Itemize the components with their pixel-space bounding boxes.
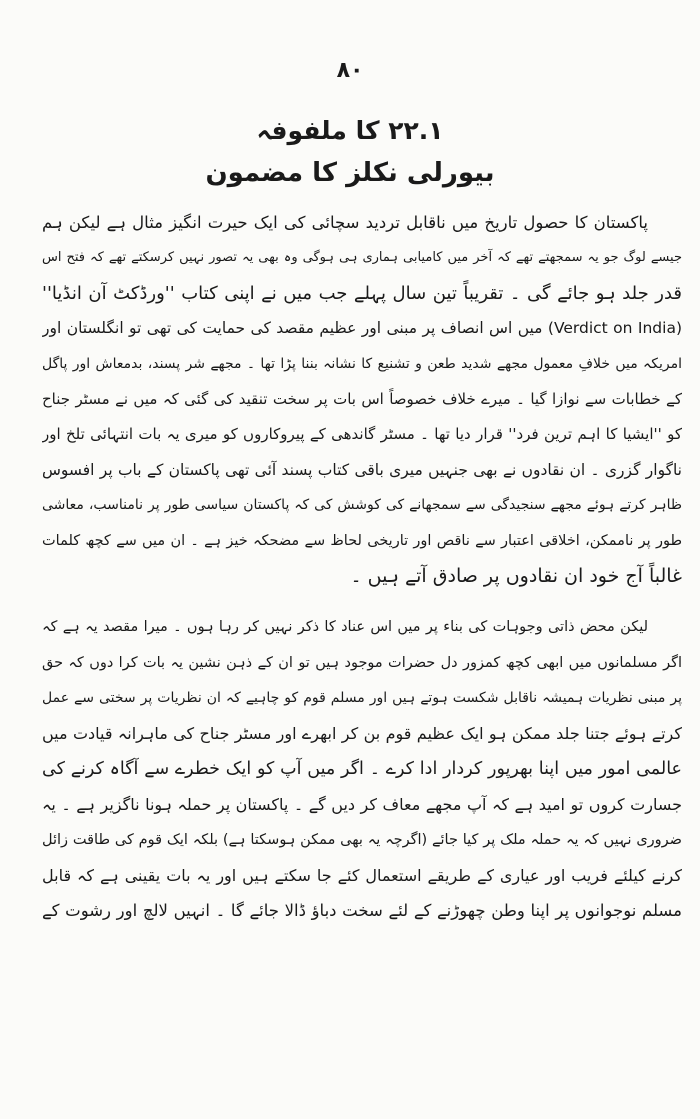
text-line: پاکستان کا حصول تاریخ میں ناقابل تردید سچائی کی ایک حیرت انگیز مثال ہے لیکن ہم bbox=[42, 213, 648, 232]
text-line: طور پر ناممکن، اخلاقی اعتبار سے ناقص اور تاریخی لحاظ سے مضحکہ خیز ہے ۔ ان میں سے کچھ کلمات bbox=[42, 532, 682, 549]
text-line: اگر مسلمانوں میں ابھی کچھ کمزور دل حضرات موجود ہیں تو ان کے ذہن نشین یہ بات کرا دوں کہ حق bbox=[42, 654, 682, 671]
text-line: غالباً آج خود ان نقادوں پر صادق آتے ہیں ۔ bbox=[350, 564, 682, 587]
text-line: ناگوار گزری ۔ ان نقادوں نے بھی جنہیں میری باقی کتاب پسند آئی تھی پاکستان کے باب پر افسوس bbox=[42, 460, 682, 479]
text-line: کے خطابات سے نوازا گیا ۔ میرے خلاف خصوصاً اس بات پر سخت تنقید کی گئی کہ میں نے مسٹر جناح bbox=[42, 389, 682, 408]
text-line: مسلم نوجوانوں پر اپنا وطن چھوڑنے کے لئے سخت دباؤ ڈالا جائے گا ۔ انہیں لالچ اور رشوت کے bbox=[42, 901, 682, 921]
page-number: ۸۰ bbox=[336, 58, 364, 83]
section-heading: ۲۲.۱ کا ملفوفہ bbox=[256, 116, 444, 145]
text-line: ضروری نہیں کہ یہ حملہ ملک پر کیا جائے (اگرچہ یہ بھی ممکن ہوسکتا ہے) بلکہ ایک قوم کی طاقت زائل bbox=[42, 831, 682, 848]
text-line: کو ''ایشیا کا اہم ترین فرد'' قرار دیا تھا ۔ مسٹر گاندھی کے پیروکاروں کو میری یہ بات انتہائی تلخ اور bbox=[42, 425, 682, 444]
text-line: جیسے لوگ جو یہ سمجھتے تھے کہ آخر میں کامیابی ہماری ہی ہوگی وہ بھی یہ تصور نہیں کرسکتے تھے کہ فتح اس bbox=[42, 250, 682, 266]
text-line: عالمی امور میں اپنا بھرپور کردار ادا کرے ۔ اگر میں آپ کو ایک خطرے سے آگاہ کرنے کی bbox=[42, 758, 682, 779]
text-line: جسارت کروں تو امید ہے کہ آپ مجھے معاف کر دیں گے ۔ پاکستان پر حملہ ہونا ناگزیر ہے ۔ یہ bbox=[42, 795, 682, 815]
text-line: ظاہر کرتے ہوئے مجھے سنجیدگی سے سمجھانے کی کوشش کی کہ پاکستان سیاسی طور پر نامناسب، معاشی bbox=[42, 497, 682, 514]
article-title: بیورلی نکلز کا مضمون bbox=[205, 158, 495, 188]
text-line: پر مبنی نظریات ہمیشہ ناقابل شکست ہوتے ہیں اور مسلم قوم کو چاہیے کہ ان نظریات پر سختی سے عمل bbox=[42, 690, 682, 707]
body-text bbox=[42, 205, 682, 929]
text-line: (Verdict on India) میں اس انصاف پر مبنی اور عظیم مقصد کی حمایت کی تھی تو انگلستان اور bbox=[42, 319, 682, 338]
text-line: کرنے کیلئے فریب اور عیاری کے طریقے استعمال کئے جا سکتے ہیں اور یہ بات یقینی ہے کہ قابل bbox=[42, 866, 682, 886]
text-line: کرتے ہوئے جتنا جلد ممکن ہو ایک عظیم قوم بن کر ابھرے اور مسٹر جناح کی ماہرانہ قیادت میں bbox=[42, 724, 682, 744]
text-line: قدر جلد ہو جائے گی ۔ تقریباً تین سال پہلے جب میں نے اپنی کتاب ''ورڈکٹ آن انڈیا'' bbox=[42, 282, 682, 304]
paragraph-gap bbox=[42, 594, 682, 610]
text-line: لیکن محض ذاتی وجوہات کی بناء پر میں اس عناد کا ذکر نہیں کر رہا ہوں ۔ میرا مقصد یہ ہے کہ bbox=[42, 619, 648, 636]
text-line: امریکہ میں خلافِ معمول مجھے شدید طعن و تشنیع کا نشانہ بننا پڑا تھا ۔ مجھے شر پسند، بدمعاش اور پاگل bbox=[42, 355, 682, 372]
